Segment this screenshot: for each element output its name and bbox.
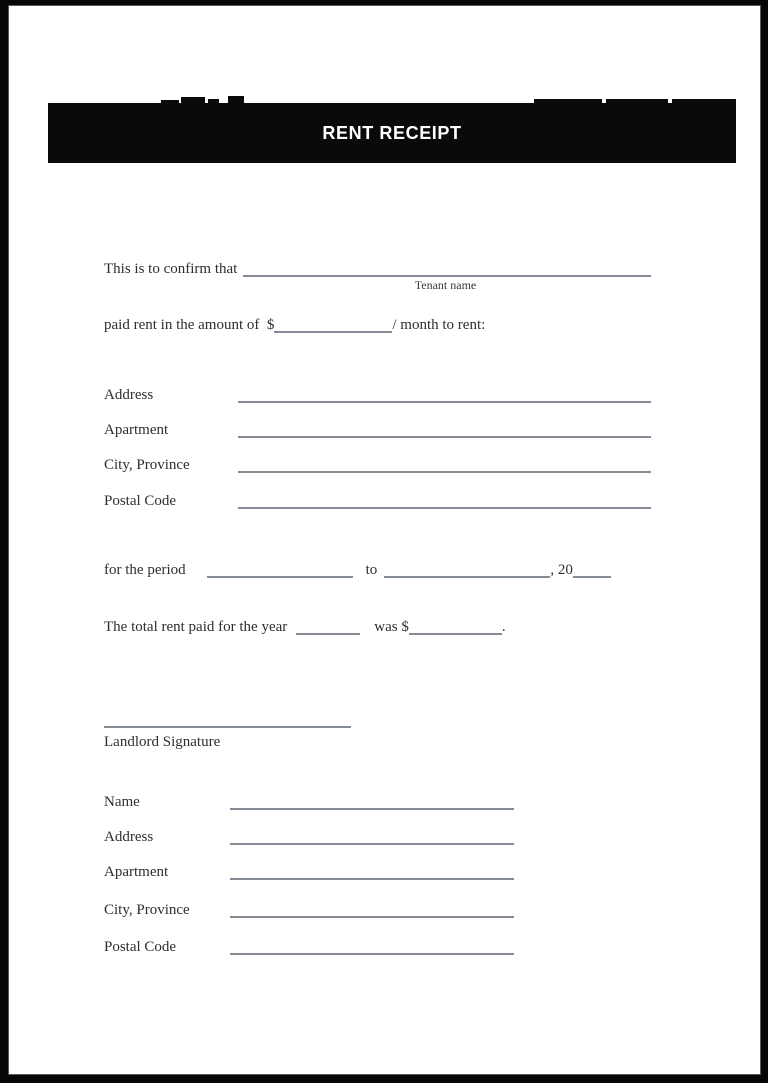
period-prefix-label: for the period [104, 562, 186, 578]
amount-line[interactable] [274, 317, 392, 333]
landlord-name-line[interactable] [230, 808, 514, 810]
landlord-signature-line[interactable] [104, 726, 351, 728]
period-year-line[interactable] [573, 562, 611, 578]
property-apartment-label: Apartment [104, 422, 169, 438]
landlord-name-row [104, 791, 514, 812]
total-year-line[interactable] [296, 619, 360, 635]
title-bar [48, 103, 736, 163]
landlord-city-province-row [104, 899, 514, 920]
property-postal-code-label: Postal Code [104, 493, 177, 509]
property-postal-code-line[interactable] [238, 507, 651, 509]
period-end-line[interactable] [384, 562, 550, 578]
landlord-city-province-line[interactable] [230, 916, 514, 918]
landlord-apartment-line[interactable] [230, 878, 514, 880]
landlord-postal-code-row [104, 936, 514, 957]
total-was-label: was $ [374, 619, 409, 635]
landlord-address-label: Address [104, 829, 154, 845]
property-city-province-line[interactable] [238, 471, 651, 473]
property-apartment-row [104, 419, 651, 440]
landlord-address-line[interactable] [230, 843, 514, 845]
property-address-row [104, 384, 651, 405]
property-postal-code-row [104, 490, 651, 511]
tenant-name-line[interactable] [243, 275, 651, 277]
amount-suffix-label: / month to rent: [392, 317, 486, 333]
period-connector-label: to [365, 562, 378, 578]
receipt-page [8, 5, 761, 1075]
landlord-apartment-label: Apartment [104, 864, 169, 880]
total-suffix-label: . [501, 619, 506, 635]
total-amount-line[interactable] [409, 619, 502, 635]
landlord-address-row [104, 826, 514, 847]
period-year-prefix-label: , 20 [550, 562, 573, 578]
property-apartment-line[interactable] [238, 436, 651, 438]
total-row [104, 616, 506, 637]
landlord-signature-label: Landlord Signature [104, 734, 221, 750]
landlord-name-label: Name [104, 794, 140, 810]
amount-prefix-label: paid rent in the amount of $ [104, 317, 275, 333]
property-address-label: Address [104, 387, 154, 403]
amount-row [104, 314, 485, 335]
property-address-line[interactable] [238, 401, 651, 403]
confirm-prefix-label: This is to confirm that [104, 261, 238, 277]
confirm-row [104, 258, 651, 279]
property-city-province-row [104, 454, 651, 475]
landlord-postal-code-label: Postal Code [104, 939, 177, 955]
page-title: RENT RECEIPT [322, 122, 462, 143]
landlord-apartment-row [104, 861, 514, 882]
tenant-name-caption: Tenant name [414, 278, 477, 292]
property-city-province-label: City, Province [104, 457, 190, 473]
landlord-city-province-label: City, Province [104, 902, 190, 918]
total-prefix-label: The total rent paid for the year [104, 619, 288, 635]
landlord-postal-code-line[interactable] [230, 953, 514, 955]
period-row [104, 559, 611, 580]
period-start-line[interactable] [207, 562, 353, 578]
